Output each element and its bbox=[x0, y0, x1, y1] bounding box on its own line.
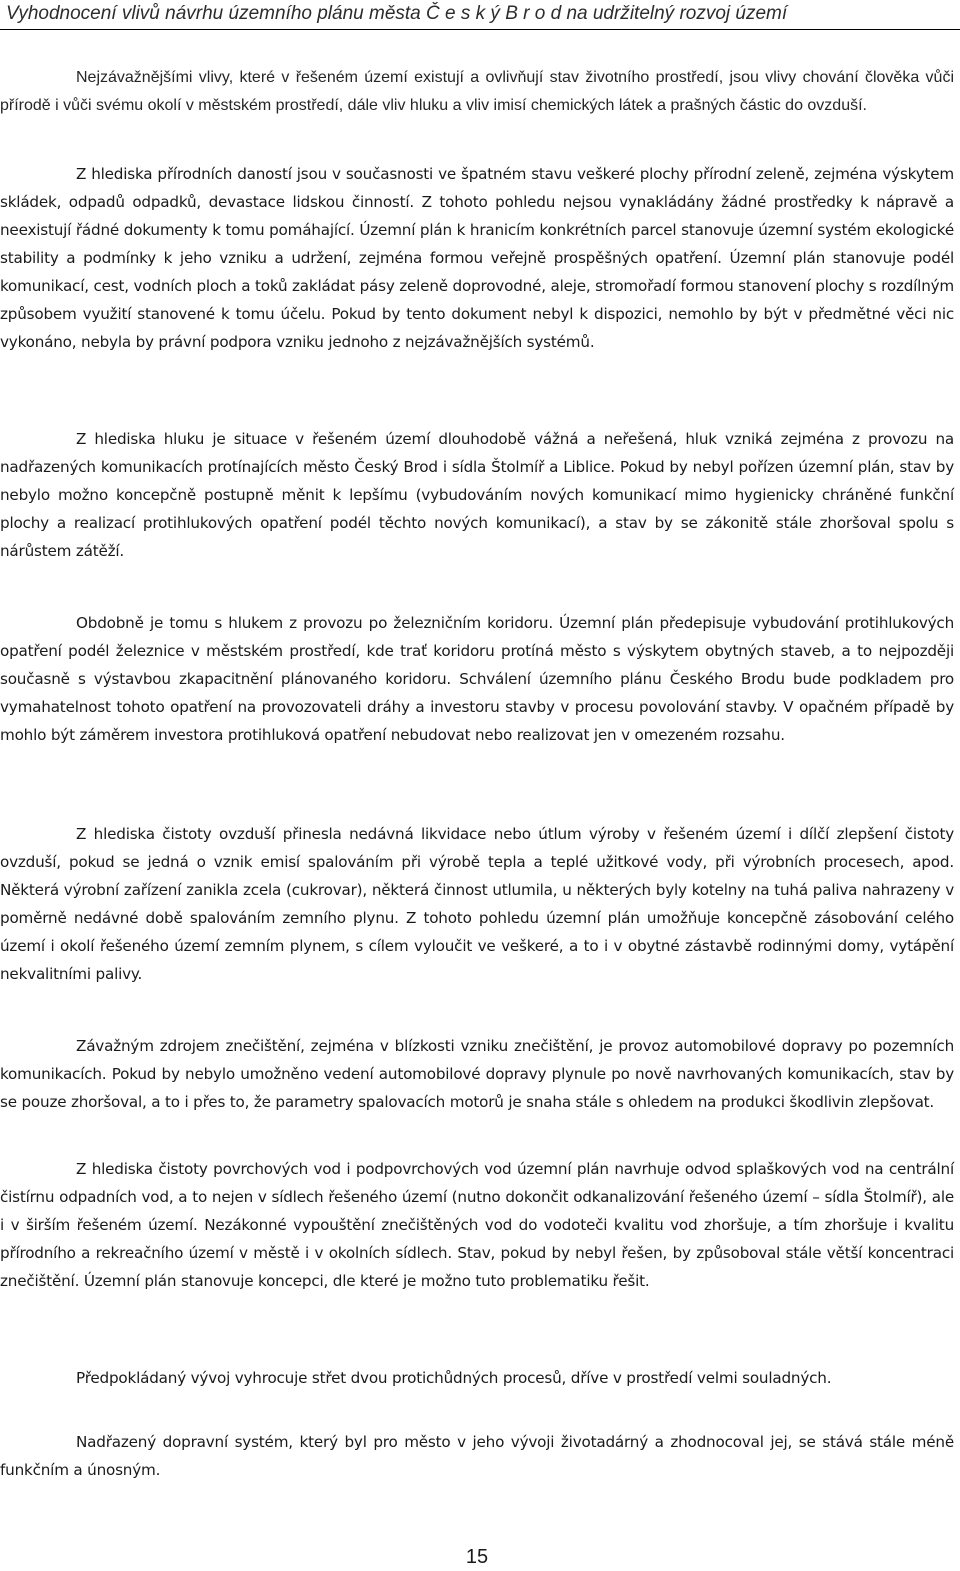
paragraph-text: Nejzávažnějšími vlivy, které v řešeném území existují a ovlivňují stav životního prostředí, jsou vlivy chování člověka vůči přírodě i vůči svému okolí v městském prostředí, dále vliv hluku a vliv imisí chemických látek a prašných částic do ovzduší. bbox=[0, 69, 954, 114]
paragraph-text: Předpokládaný vývoj vyhrocuje střet dvou protichůdných procesů, dříve v prostředí velmi souladných. bbox=[76, 1369, 832, 1387]
paragraph-text: Z hlediska přírodních daností jsou v současnosti ve špatném stavu veškeré plochy přírodní zeleně, zejména výskytem skládek, odpadů odpadků, devastace lidskou činností. Z tohoto pohledu nejsou vynakládány žádné prostředky k nápravě a neexistují řádné dokumenty k tomu pomáhající. Územní plán k hranicím konkrétních parcel stanovuje územní systém ekologické stability a podmínky k jeho vzniku a udržení, zejména formou veřejně prospěšných opatření. Územní plán stanovuje podél komunikací, cest, vodních ploch a toků zakládat pásy zeleně doprovodné, aleje, stromořadí formou stanovení plochy s rozdílným způsobem využití stanovené k tomu účelu. Pokud by tento dokument nebyl k dispozici, nemohlo by být v předmětné věci nic vykonáno, nebyla by právní podpora vzniku jednoho z nejzávažnějších systémů. bbox=[0, 165, 954, 351]
page-number: 15 bbox=[465, 1546, 489, 1568]
paragraph-traffic-pollution bbox=[0, 1032, 954, 1116]
paragraph-intro bbox=[0, 64, 954, 119]
paragraph-text: Závažným zdrojem znečištění, zejména v blízkosti vzniku znečištění, je provoz automobilové dopravy po pozemních komunikacích. Pokud by nebylo umožněno vedení automobilové dopravy plynule po nově navrhovaných komunikacích, stav by se pouze zhoršoval, a to i přes to, že parametry spalovacích motorů je snaha stále s ohledem na produkci škodlivin zlepšovat. bbox=[0, 1037, 954, 1111]
paragraph-railway-noise bbox=[0, 609, 954, 749]
paragraph-text: Z hlediska čistoty povrchových vod i podpovrchových vod územní plán navrhuje odvod splaškových vod na centrální čistírnu odpadních vod, a to nejen v sídlech řešeného území (nutno dokončit odkanalizování řešeného území – sídla Štolmíř), ale i v širším řešeném území. Nezákonné vypouštění znečištěných vod do vodoteči kvalitu vod zhoršuje, a tím zhoršuje i kvalitu přírodního a rekreačního území v městě i v okolních sídlech. Stav, pokud by nebyl řešen, by způsoboval stále větší koncentraci znečištění. Územní plán stanovuje koncepci, dle které je možno tuto problematiku řešit. bbox=[0, 1160, 954, 1290]
paragraph-text: Z hlediska hluku je situace v řešeném území dlouhodobě vážná a neřešená, hluk vzniká zejména z provozu na nadřazených komunikacích protínajících město Český Brod i sídla Štolmíř a Liblice. Pokud by nebyl pořízen územní plán, stav by nebylo možno koncepčně postupně měnit k lepšímu (vybudováním nových komunikací mimo hygienicky chráněné funkční plochy a realizací protihlukových opatření podél těchto nových komunikací), a stav by se zákonitě stále zhoršoval spolu s nárůstem zátěží. bbox=[0, 430, 954, 560]
running-header: Vyhodnocení vlivů návrhu územního plánu města Č e s k ý B r o d na udržitelný rozvoj území bbox=[6, 3, 788, 24]
paragraph-text: Z hlediska čistoty ovzduší přinesla nedávná likvidace nebo útlum výroby v řešeném území i dílčí zlepšení čistoty ovzduší, pokud se jedná o vznik emisí spalováním při výrobě tepla a teplé užitkové vody, při výrobních procesech, apod. Některá výrobní zařízení zanikla zcela (cukrovar), některá činnost utlumila, u některých byly kotelny na tuhá paliva nahrazeny v poměrně nedávné době spalováním zemního plynu. Z tohoto pohledu územní plán umožňuje koncepčně zásobování celého území i okolí řešeného území zemním plynem, s cílem vyloučit ve veškeré, a to i v obytné zástavbě rodinnými domy, vytápění nekvalitními palivy. bbox=[0, 825, 954, 983]
paragraph-text: Obdobně je tomu s hlukem z provozu po železničním koridoru. Územní plán předepisuje vybudování protihlukových opatření podél železnice v městském prostředí, kde trať koridoru protíná město s výskytem obytných staveb, a to nejpozději současně s výstavbou zkapacitnění plánovaného koridoru. Schválení územního plánu Českého Brodu bude podkladem pro vymahatelnost tohoto opatření na provozovateli dráhy a investoru stavby v procesu povolování stavby. V opačném případě by mohlo být záměrem investora protihluková opatření nebudovat nebo realizovat jen v omezeném rozsahu. bbox=[0, 614, 954, 744]
paragraph-expected-development bbox=[0, 1364, 954, 1392]
header-rule bbox=[0, 29, 960, 30]
paragraph-noise bbox=[0, 425, 954, 565]
paragraph-water-quality bbox=[0, 1155, 954, 1295]
paragraph-transport-system bbox=[0, 1428, 954, 1484]
paragraph-air-quality bbox=[0, 820, 954, 988]
paragraph-natural-features bbox=[0, 160, 954, 356]
paragraph-text: Nadřazený dopravní systém, který byl pro město v jeho vývoji životadárný a zhodnocoval jej, se stává stále méně funkčním a únosným. bbox=[0, 1433, 954, 1479]
